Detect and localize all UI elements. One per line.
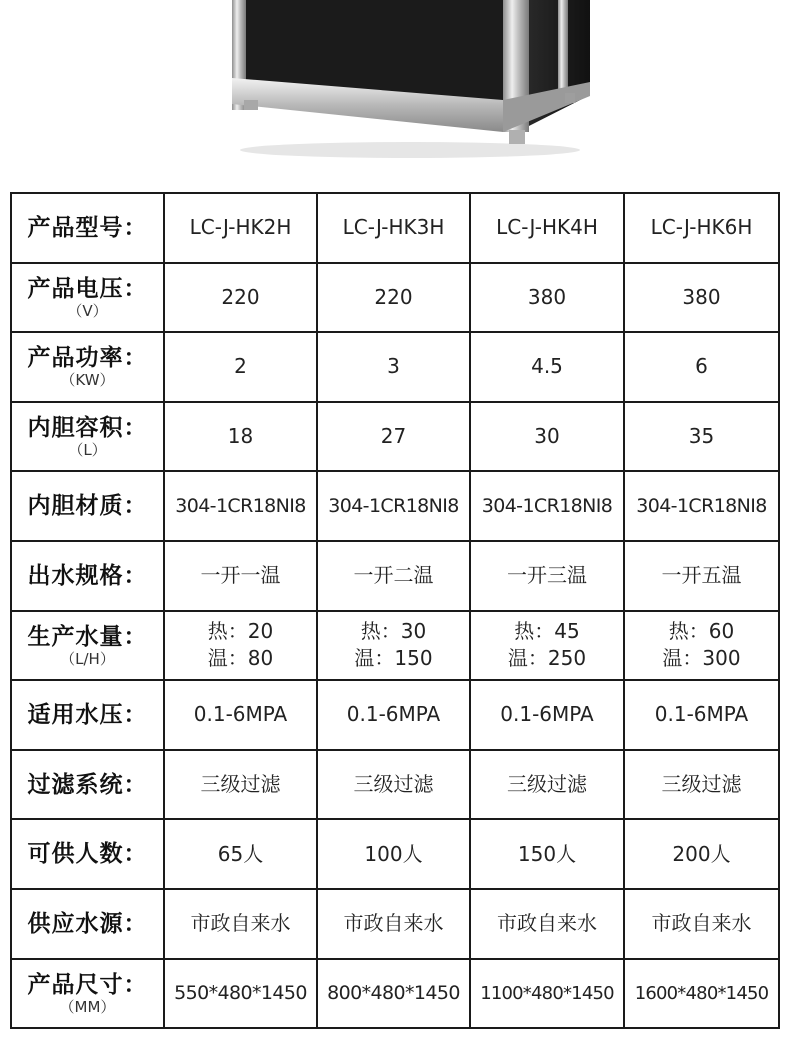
spec-value-cell <box>164 611 317 681</box>
spec-label: 产品电压： <box>27 275 148 302</box>
spec-value-cell <box>624 332 779 402</box>
spec-value: 一开一温 <box>200 563 281 588</box>
spec-label-cell <box>11 959 164 1029</box>
spec-value-cell <box>470 263 624 333</box>
spec-label-cell <box>11 332 164 402</box>
spec-value: 一开五温 <box>661 563 742 588</box>
spec-value-cell <box>470 959 624 1029</box>
spec-value-cell <box>317 402 470 472</box>
spec-value-cell <box>624 471 779 541</box>
spec-value-cell <box>317 263 470 333</box>
spec-value-cell <box>624 402 779 472</box>
spec-row <box>11 402 779 472</box>
spec-value-cell <box>624 959 779 1029</box>
spec-label-cell <box>11 471 164 541</box>
spec-value-cell <box>624 889 779 959</box>
spec-value: 三级过滤 <box>507 772 587 797</box>
spec-row <box>11 263 779 333</box>
spec-value: 30 <box>534 424 560 449</box>
spec-label-cell <box>11 541 164 611</box>
spec-row <box>11 193 779 263</box>
spec-value: 2 <box>234 354 247 379</box>
spec-value: 35 <box>688 424 715 449</box>
spec-value-cell <box>470 750 624 820</box>
spec-value-cell <box>317 959 470 1029</box>
spec-label-cell <box>11 889 164 959</box>
spec-value-cell <box>164 332 317 402</box>
spec-value: 三级过滤 <box>353 772 434 797</box>
spec-value: 市政自来水 <box>190 911 291 936</box>
spec-label-cell <box>11 193 164 263</box>
spec-value: 4.5 <box>531 354 563 379</box>
spec-row <box>11 680 779 750</box>
spec-label-cell <box>11 819 164 889</box>
spec-value-cell <box>164 680 317 750</box>
spec-label: 过滤系统： <box>27 771 148 798</box>
spec-value-cell <box>164 819 317 889</box>
spec-value-cell <box>317 611 470 681</box>
spec-value: 温：150 <box>354 646 433 671</box>
spec-value: 1600*480*1450 <box>634 982 769 1004</box>
spec-value-cell <box>164 402 317 472</box>
spec-value: 304-1CR18NI8 <box>328 494 459 517</box>
spec-row <box>11 819 779 889</box>
spec-value-cell <box>624 611 779 681</box>
spec-label-cell <box>11 402 164 472</box>
spec-unit: （KW） <box>60 371 115 390</box>
spec-value: 市政自来水 <box>343 911 444 936</box>
spec-value-cell <box>317 541 470 611</box>
spec-value-cell <box>470 193 624 263</box>
spec-value: 市政自来水 <box>497 911 597 936</box>
spec-value: 100人 <box>364 841 423 866</box>
spec-value: 65人 <box>217 841 264 866</box>
spec-label-cell <box>11 611 164 681</box>
spec-value-cell <box>470 611 624 681</box>
spec-value-cell <box>470 819 624 889</box>
spec-value: LC-J-HK6H <box>650 215 753 240</box>
spec-label-cell <box>11 750 164 820</box>
spec-value: 一开三温 <box>507 563 587 588</box>
spec-value: 温：250 <box>507 646 587 671</box>
spec-unit: （MM） <box>59 997 116 1016</box>
spec-value-cell <box>317 819 470 889</box>
spec-value: 1100*480*1450 <box>480 982 614 1004</box>
spec-value: 0.1-6MPA <box>193 702 288 727</box>
spec-value: 市政自来水 <box>651 911 752 936</box>
spec-value-cell <box>164 889 317 959</box>
spec-value: 304-1CR18NI8 <box>481 494 613 517</box>
spec-unit: （L/H） <box>60 649 115 668</box>
water-boiler-cabinet-image <box>0 0 790 170</box>
spec-value: 18 <box>227 424 254 449</box>
spec-value: 6 <box>695 354 708 379</box>
spec-label: 产品尺寸： <box>27 971 148 998</box>
spec-value-cell <box>317 471 470 541</box>
spec-label: 产品功率： <box>27 345 148 372</box>
spec-value: 220 <box>221 284 260 309</box>
spec-value-cell <box>164 193 317 263</box>
spec-value-cell <box>164 263 317 333</box>
spec-table <box>10 192 780 1029</box>
spec-value-cell <box>470 402 624 472</box>
spec-label: 出水规格： <box>27 562 148 589</box>
spec-value: 热：20 <box>207 619 274 644</box>
spec-label: 内胆材质： <box>27 493 148 520</box>
spec-unit: （V） <box>67 301 108 320</box>
spec-value: 热：60 <box>668 619 735 644</box>
spec-value: 温：80 <box>207 646 274 671</box>
spec-value: 0.1-6MPA <box>500 702 594 727</box>
spec-row <box>11 750 779 820</box>
spec-value-cell <box>317 889 470 959</box>
spec-value: 304-1CR18NI8 <box>636 494 767 517</box>
spec-value-cell <box>624 263 779 333</box>
spec-value: 三级过滤 <box>661 772 742 797</box>
spec-value: 温：300 <box>662 646 741 671</box>
spec-value-cell <box>164 471 317 541</box>
spec-value: 304-1CR18NI8 <box>175 494 306 517</box>
spec-value: 三级过滤 <box>200 772 281 797</box>
spec-value: 3 <box>387 354 400 379</box>
spec-value: LC-J-HK3H <box>342 215 445 240</box>
spec-label: 适用水压： <box>27 701 148 728</box>
spec-row <box>11 332 779 402</box>
spec-value-cell <box>317 332 470 402</box>
spec-value-cell <box>317 750 470 820</box>
spec-value: 550*480*1450 <box>174 981 307 1004</box>
spec-value: LC-J-HK4H <box>496 215 598 240</box>
spec-value: LC-J-HK2H <box>189 215 292 240</box>
spec-value: 热：30 <box>360 619 427 644</box>
spec-value-cell <box>470 889 624 959</box>
spec-row <box>11 959 779 1029</box>
spec-value: 800*480*1450 <box>327 981 460 1004</box>
spec-value: 380 <box>527 284 567 309</box>
spec-value: 0.1-6MPA <box>346 702 441 727</box>
spec-unit: （L） <box>68 441 107 460</box>
spec-value: 一开二温 <box>353 563 434 588</box>
spec-value: 0.1-6MPA <box>654 702 749 727</box>
spec-label: 供应水源： <box>27 910 148 937</box>
spec-value-cell <box>624 541 779 611</box>
spec-value: 380 <box>682 284 721 309</box>
spec-value: 热：45 <box>514 619 580 644</box>
spec-value-cell <box>624 819 779 889</box>
spec-value-cell <box>470 471 624 541</box>
spec-value: 27 <box>380 424 407 449</box>
spec-label: 生产水量： <box>27 623 148 650</box>
spec-label-cell <box>11 263 164 333</box>
spec-row <box>11 611 779 681</box>
spec-value-cell <box>164 541 317 611</box>
spec-value: 220 <box>374 284 413 309</box>
spec-label: 内胆容积： <box>27 415 148 442</box>
spec-value-cell <box>470 541 624 611</box>
spec-value-cell <box>470 680 624 750</box>
spec-value: 150人 <box>517 841 577 866</box>
spec-value-cell <box>624 193 779 263</box>
spec-value-cell <box>164 750 317 820</box>
spec-value-cell <box>317 680 470 750</box>
spec-label: 可供人数： <box>27 841 148 868</box>
spec-value-cell <box>624 680 779 750</box>
spec-value-cell <box>470 332 624 402</box>
spec-row <box>11 889 779 959</box>
spec-row <box>11 541 779 611</box>
spec-value-cell <box>164 959 317 1029</box>
spec-value-cell <box>624 750 779 820</box>
spec-label: 产品型号： <box>27 214 148 241</box>
spec-row <box>11 471 779 541</box>
spec-value-cell <box>317 193 470 263</box>
spec-label-cell <box>11 680 164 750</box>
spec-value: 200人 <box>672 841 731 866</box>
